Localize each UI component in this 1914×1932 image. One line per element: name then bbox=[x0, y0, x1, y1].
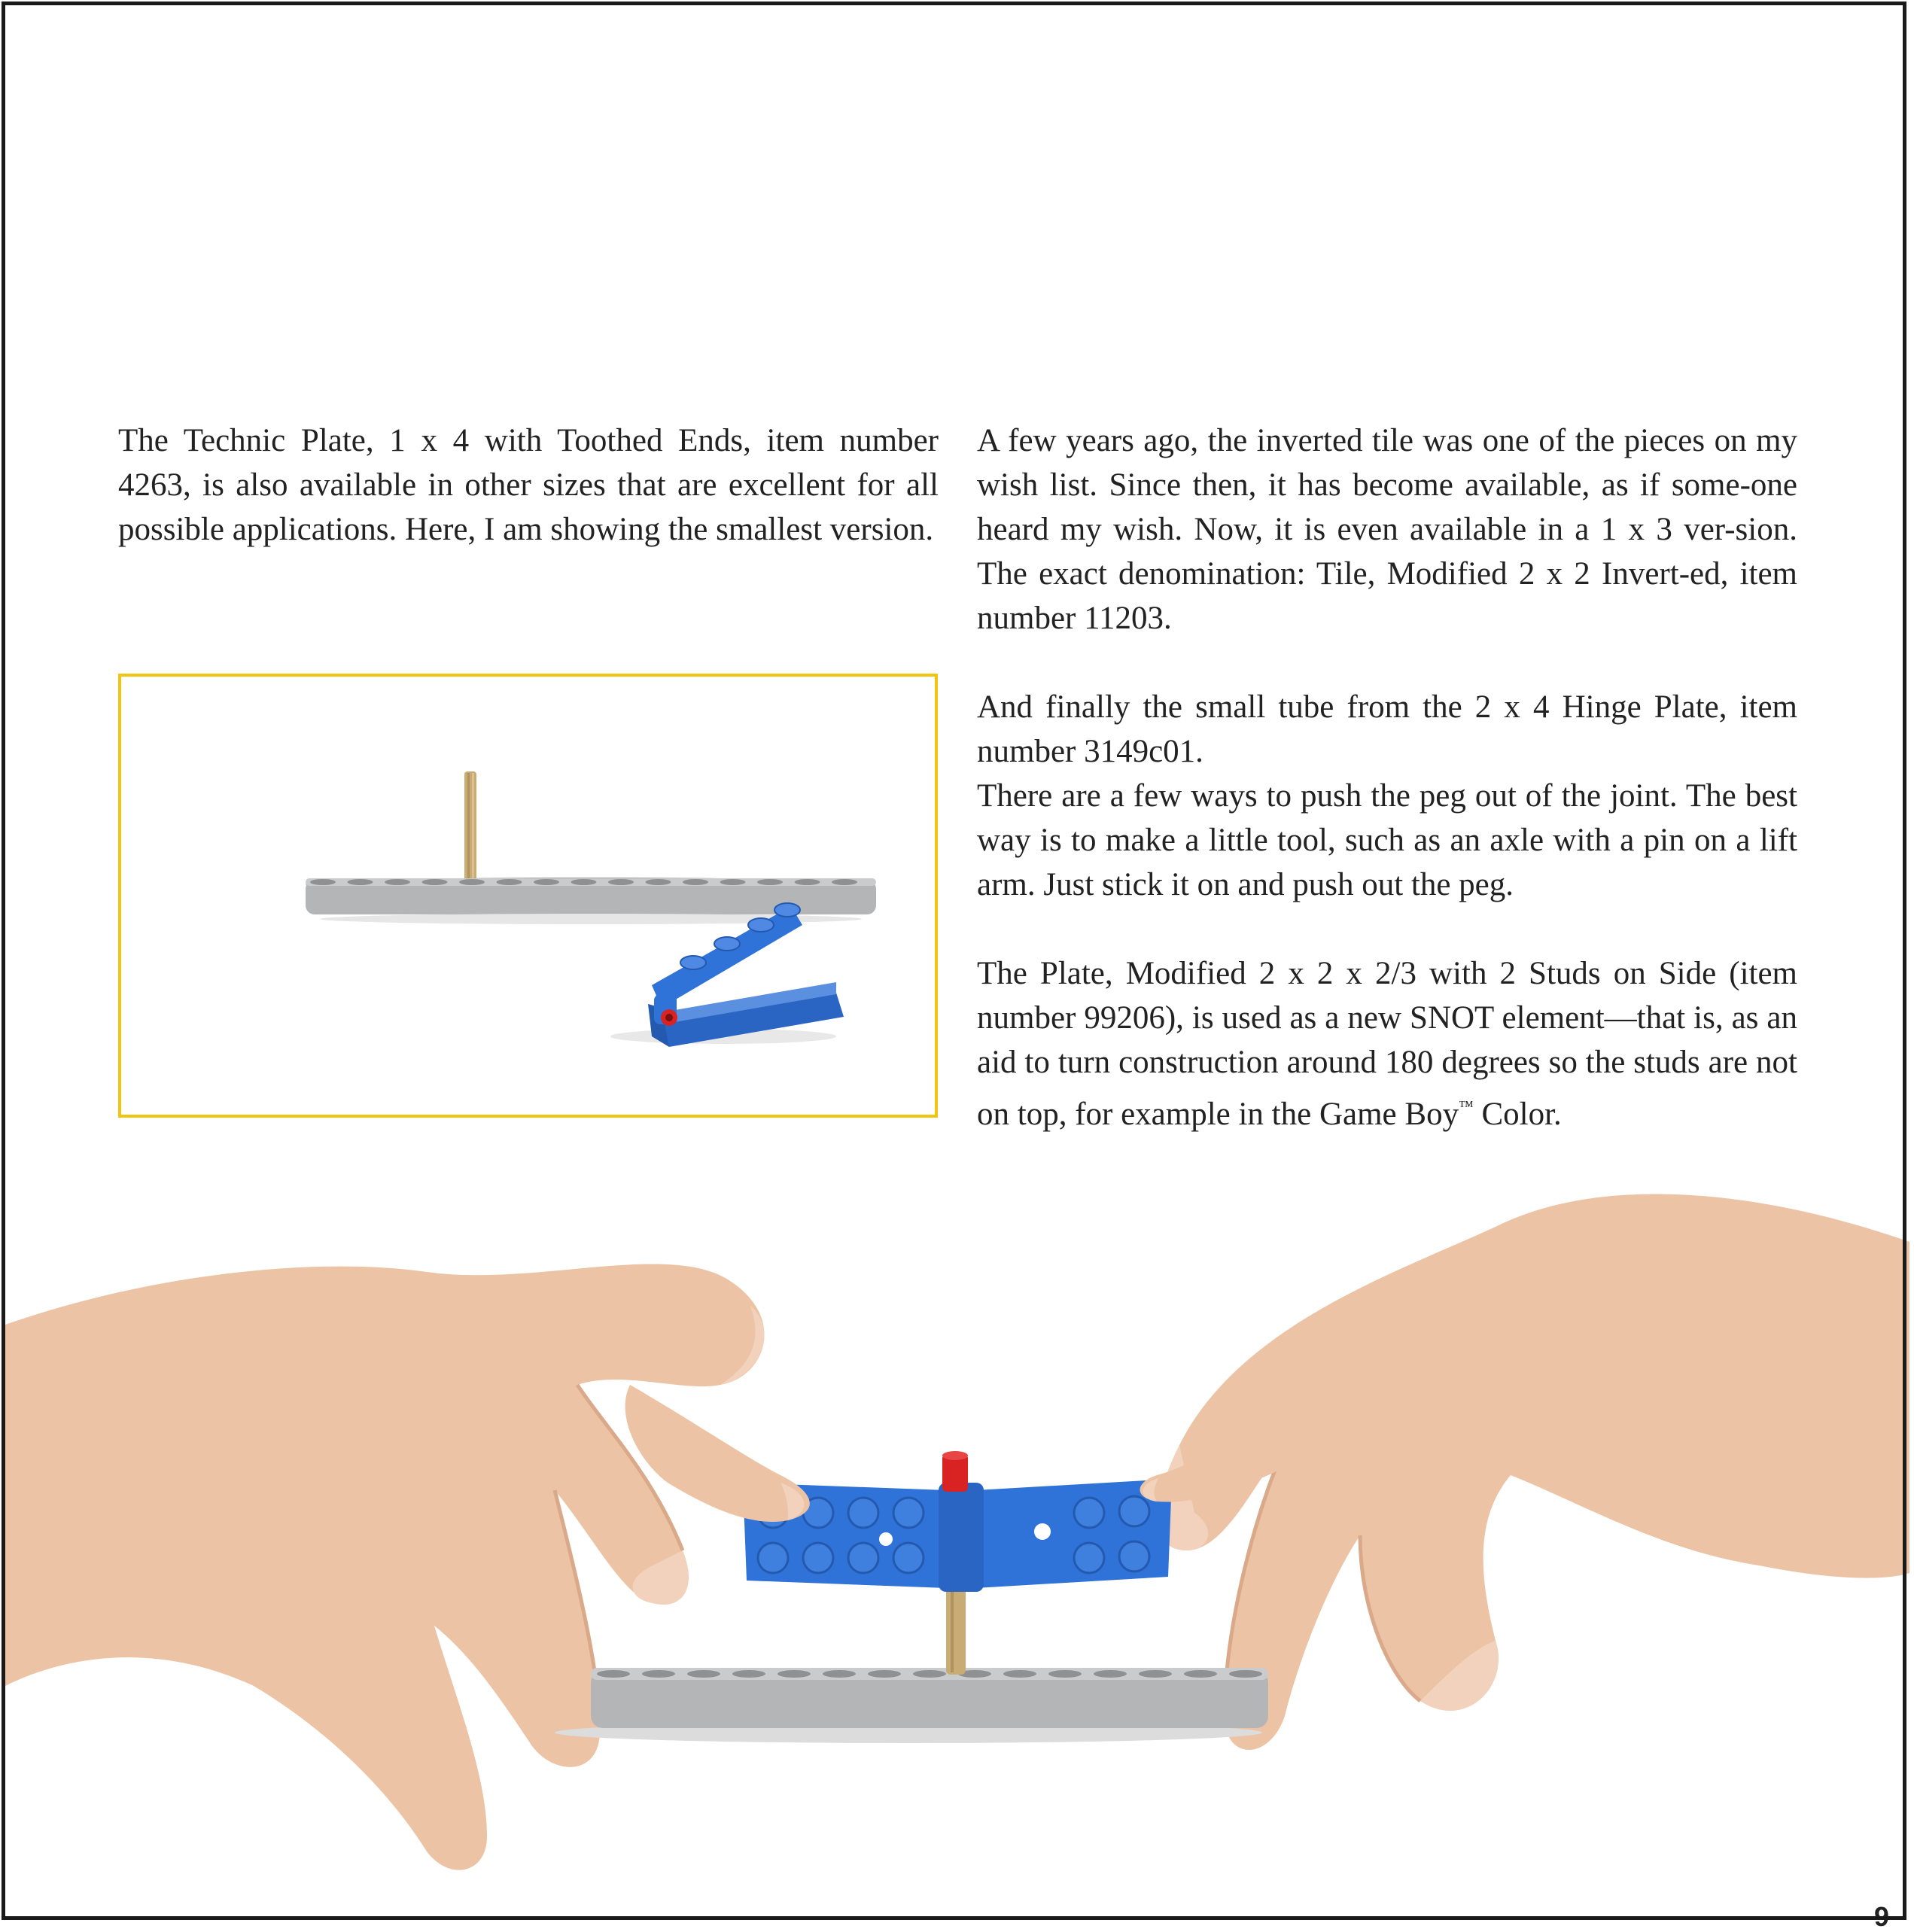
lift-arm-hole bbox=[497, 879, 522, 885]
large-lift-arm-hole bbox=[913, 1670, 946, 1678]
lift-arm-hole bbox=[608, 879, 634, 885]
lift-arm-hole bbox=[348, 879, 373, 885]
lift-arm-hole bbox=[757, 879, 783, 885]
hinge-stud bbox=[680, 956, 706, 969]
large-lift-arm-hole bbox=[642, 1670, 675, 1678]
inverted-tile-paragraph: A few years ago, the inverted tile was one of the pieces on my wish list. Since then, it has become available, as if some-one heard my wish. Now, it is even available in a 1 x 3 ver-sion. The exact denomination: Tile, Modified 2 x 2 Invert-ed, item number 11203. bbox=[977, 423, 1797, 636]
large-lift-arm-hole bbox=[597, 1670, 630, 1678]
large-hinge-stud bbox=[1074, 1498, 1104, 1528]
large-lift-arm-hole bbox=[732, 1670, 765, 1678]
large-hinge-stud bbox=[893, 1498, 924, 1528]
push-peg-paragraph: There are a few ways to push the peg out of the joint. The best way is to make a little tool, such as an axle with a pin on a lift arm. Just stick it on and push out the peg. bbox=[977, 778, 1797, 902]
blue-hinge-plate bbox=[610, 906, 844, 1047]
large-lift-arm-hole bbox=[687, 1670, 720, 1678]
large-hinge-stud bbox=[1119, 1496, 1149, 1526]
right-text-column bbox=[977, 418, 1797, 1136]
hinge-stud bbox=[774, 903, 800, 917]
lift-arm-hole bbox=[795, 879, 820, 885]
technic-plate-paragraph: The Technic Plate, 1 x 4 with Toothed Ends, item number 4263, is also available in other sizes that are excellent for all possible applications. Here, I am showing the smallest version. bbox=[118, 423, 939, 547]
lift-arm-hole bbox=[385, 879, 410, 885]
lift-arm-holes bbox=[310, 879, 857, 885]
snot-element-paragraph bbox=[977, 951, 1797, 1136]
large-hinge-stud bbox=[1074, 1543, 1104, 1573]
large-lift-arm-hole bbox=[777, 1670, 811, 1678]
large-lift-arm-hole bbox=[823, 1670, 856, 1678]
left-text-column bbox=[118, 418, 939, 552]
large-lift-arm-hole bbox=[1048, 1670, 1082, 1678]
trademark-symbol: ™ bbox=[1459, 1098, 1474, 1115]
large-lift-arm-hole bbox=[1184, 1670, 1217, 1678]
large-hinge-stud bbox=[848, 1498, 878, 1528]
large-hinge-stud bbox=[848, 1543, 878, 1573]
lift-arm-hole bbox=[422, 879, 448, 885]
lift-arm-hole bbox=[646, 879, 671, 885]
large-lift-arm-hole bbox=[1229, 1670, 1262, 1678]
lift-arm-hole bbox=[310, 879, 336, 885]
hinge-tube-paragraph: And finally the small tube from the 2 x 4 Hinge Plate, item number 3149c01. bbox=[977, 689, 1797, 769]
large-hinge-stud bbox=[893, 1543, 924, 1573]
large-lift-arm-hole bbox=[1094, 1670, 1127, 1678]
page-number: 9 bbox=[1873, 1901, 1889, 1932]
large-lift-arm-hole bbox=[868, 1670, 901, 1678]
large-lift-arm-hole bbox=[1139, 1670, 1172, 1678]
hinge-plate-hole-right bbox=[1034, 1523, 1051, 1540]
snot-paragraph-text: The Plate, Modified 2 x 2 x 2/3 with 2 Studs on Side (item number 99206), is used as a new SNOT element—that is, as an aid to turn construction around 180 degrees so the studs are not on top, for example in the Game Boy bbox=[977, 956, 1797, 1132]
lift-arm-hole bbox=[571, 879, 597, 885]
large-lift-arm-hole bbox=[1003, 1670, 1036, 1678]
large-hinge-stud bbox=[1119, 1541, 1149, 1571]
lift-arm-hole bbox=[832, 879, 857, 885]
large-lift-arm-holes bbox=[597, 1670, 1262, 1678]
lift-arm-hole bbox=[459, 879, 485, 885]
hands-assembly-photo bbox=[5, 1159, 1909, 1912]
hinge-plate-hole-left bbox=[879, 1532, 893, 1546]
hinge-parts-photo bbox=[118, 674, 938, 1118]
lift-arm-hole bbox=[720, 879, 746, 885]
left-hand bbox=[5, 1264, 765, 1870]
hinge-stud bbox=[748, 918, 774, 932]
hinge-parts-illustration bbox=[121, 677, 935, 1115]
lift-arm-hole bbox=[683, 879, 708, 885]
lift-arm-hole bbox=[534, 879, 559, 885]
hinge-stud bbox=[714, 937, 740, 951]
tan-peg bbox=[464, 771, 476, 883]
large-hinge-stud bbox=[758, 1543, 788, 1573]
large-hinge-stud bbox=[803, 1543, 833, 1573]
snot-paragraph-ending: Color. bbox=[1473, 1097, 1562, 1132]
